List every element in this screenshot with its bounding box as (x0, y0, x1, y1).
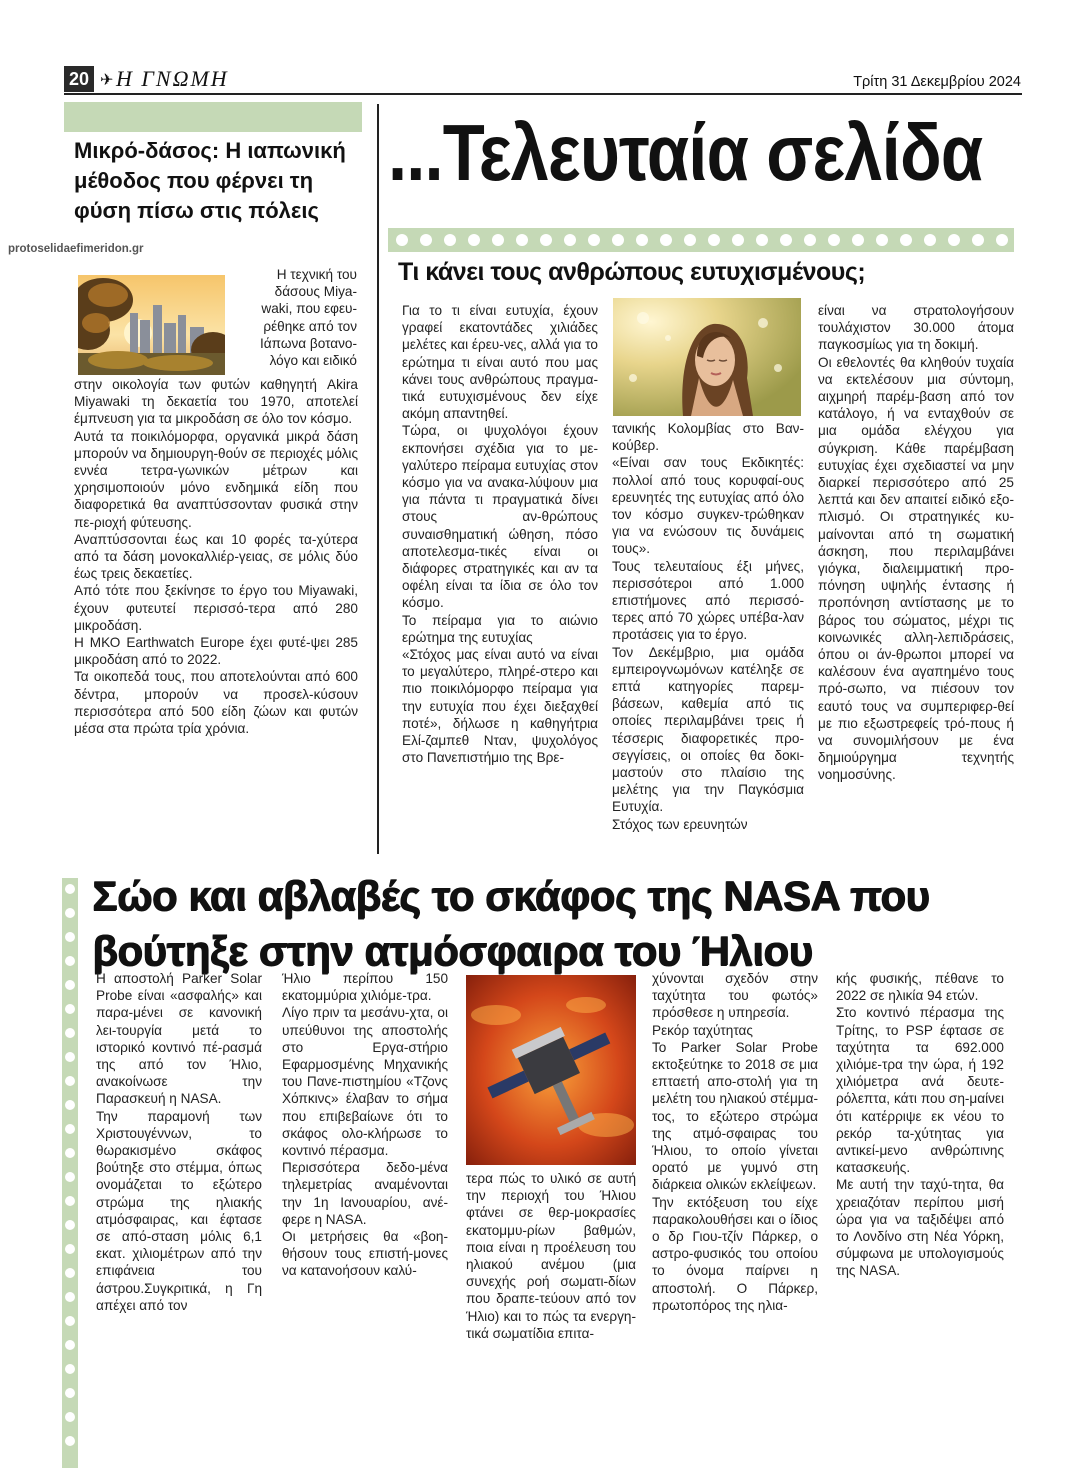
article3-paragraph: κής φυσικής, πέθανε το 2022 σε ηλικία 94 ετών. (836, 971, 1004, 1004)
article3-paragraph: Με αυτή την ταχύ-τητα, θα χρειαζόταν περίπου μισή ώρα για να ταξιδέψει από το Λονδίνο στη Νέα Υόρκη, σύμφωνα με υπολογισμούς της NASA. (836, 1177, 1004, 1279)
accent-dot (756, 234, 768, 246)
happy-woman-image (613, 298, 801, 416)
accent-dot (948, 234, 960, 246)
accent-dot (65, 1292, 75, 1302)
accent-dot (65, 1196, 75, 1206)
accent-dot (804, 234, 816, 246)
accent-dot (65, 1052, 75, 1062)
article1-intro (231, 266, 357, 369)
accent-dot (65, 1244, 75, 1254)
article2-subheading: Το πείραμα για το αιώνιο ερώτημα της ευτυχίας (402, 612, 598, 645)
article3-paragraph: Η αποστολή Parker Solar Probe είναι «ασφαλής» και παρα-μένει σε κανονική λει-τουργία μετά το ιστορικό κοντινό πέ-ρασμά της από τον Ήλιο, ανακοίνωσε την Παρασκευή η NASA. (96, 971, 262, 1107)
forest-city-image (78, 275, 225, 375)
article1-intro-line: δάσους Miya- (274, 284, 357, 300)
accent-dot (65, 932, 75, 942)
watermark: protoselidaefimeridon.gr (8, 243, 144, 255)
nasa-dotted-accent-bar (62, 878, 78, 1468)
article1-paragraph: Αναπτύσσονται έως και 10 φορές τα-χύτερα από τα δάση μονοκαλλιέρ-γειας, σε μόλις δύο έως τρεις δεκαετίες. (74, 531, 358, 582)
article3-subheading: Ρεκόρ ταχύτητας (652, 1022, 753, 1038)
article3-column-4 (652, 970, 818, 1314)
accent-dot (900, 234, 912, 246)
accent-dot (65, 1148, 75, 1158)
article1-body (74, 376, 358, 737)
accent-dot (65, 1388, 75, 1398)
accent-dot (65, 908, 75, 918)
accent-dot (876, 234, 888, 246)
accent-dot (396, 234, 408, 246)
accent-dot (65, 956, 75, 966)
article3-column-3 (466, 1170, 636, 1342)
masthead: Η ΓΝΩΜΗ (116, 66, 229, 91)
accent-dot (708, 234, 720, 246)
article1-intro-line: Ιάπωνα βοτανο- (260, 335, 357, 351)
accent-dot (65, 1220, 75, 1230)
article3-paragraph: Περισσότερα δεδο-μένα τηλεμετρίας αναμένονται την 1η Ιανουαρίου, ανέ-φερε η NASA. (282, 1160, 448, 1227)
column-divider (377, 104, 379, 854)
accent-dot (852, 234, 864, 246)
article1-intro-line: ρέθηκε από τον (263, 318, 357, 334)
accent-dot (468, 234, 480, 246)
accent-dot (65, 1076, 75, 1086)
accent-dot (65, 1436, 75, 1446)
article2-paragraph: Οι εθελοντές θα κληθούν τυχαία να εκτελέσουν μια σύντομη, αιχμηρή παρέμ-βαση από τον κατάλογο, ή να ενταχθούν σε μια ομάδα ελέγχου για σύγκριση. Κάθε παρέμβαση ευτυχίας έχει σχεδιαστεί να μην διαρκεί περισσότερο από 25 λεπτά και δεν απαιτεί ειδικό εξο-πλισμό. Οι στρατηγικές κυ-μαίνονται από τη σωματική άσκηση, που περιλαμβάνει γιόγκα, διαλειμματική προ-πόνηση υψηλής έντασης ή προπόνηση αντίστασης με το βάρος του σώματος, μέχρι τις κοινωνικές αλλη-λεπιδράσεις, όπου οι άν-θρωποι μπορεί να καλέσουν ένα αγαπημένο τους πρό-σωπο, να πιέσουν τον εαυτό τους να συμπεριφερ-θεί με πιο εξωστρεφείς τρό-πους ή να συνομιλήσουν με ένα δημιούργημα τεχνητής νοημοσύνης. (818, 354, 1014, 783)
accent-dot (828, 234, 840, 246)
article3-column-5 (836, 970, 1004, 1280)
accent-dot (65, 1364, 75, 1374)
accent-dot (924, 234, 936, 246)
article2-paragraph: τανικής Κολομβίας στο Βαν-κούβερ. (612, 421, 804, 454)
accent-dot (636, 234, 648, 246)
page-number: 20 (64, 66, 94, 92)
article3-title: Σώο και αβλαβές το σκάφος της NASA που βούτηξε στην ατμόσφαιρα του Ήλιου (92, 872, 930, 974)
accent-dot (65, 1316, 75, 1326)
accent-dot (420, 234, 432, 246)
article2-paragraph: «Είναι σαν τους Εκδικητές: πολλοί από τους κορυφαί-ους ερευνητές της ευτυχίας από όλο τον κόσμο συγκεν-τρώθηκαν για να ενώσουν τις δυνάμεις τους». (612, 455, 804, 557)
article2-paragraph: Τους τελευταίους έξι μήνες, περισσότεροι από 1.000 επιστήμονες από περισσό-τερες από 70 χώρες υπέβα-λαν προτάσεις για το έργο. (612, 558, 804, 643)
article2-paragraph: είναι να στρατολογήσουν τουλάχιστον 30.000 άτομα παγκοσμίως για τη δοκιμή. (818, 303, 1014, 353)
article3-paragraph: Οι μετρήσεις θα «βοη-θήσουν τους επιστή-μονες να κατανοήσουν καλύ- (282, 1229, 448, 1279)
article1-paragraph: Η ΜΚΟ Earthwatch Europe έχει φυτέ-ψει 285 μικροδάση από το 2022. (74, 635, 358, 668)
accent-dot (972, 234, 984, 246)
article2-column-1 (402, 302, 598, 766)
article1-accent-bar (64, 102, 362, 132)
accent-dot (492, 234, 504, 246)
accent-dot (65, 884, 75, 894)
article3-paragraph: Στο κοντινό πέρασμα της Τρίτης, το PSP έφτασε σε ταχύτητα τα 692.000 χιλιόμε-τρα την ώρα, ή 192 χιλιόμετρα ανά δευτε-ρόλεπτα, κάτι που ση-μαίνει ότι κατέρριψε εκ νέου το ρεκόρ τα-χύτητας για αντικεί-μενο ανθρώπινης κατασκευής. (836, 1005, 1004, 1176)
accent-dot (588, 234, 600, 246)
accent-dot (564, 234, 576, 246)
article2-paragraph: Τον Δεκέμβριο, μια ομάδα εμπειρογνωμόνων κατέληξε σε επτά κατηγορίες παρεμ-βάσεων, καθεμία από τις οποίες περιλαμβάνει τρεις ή τέσσερις διαφορετικές προ-σεγγίσεις, οι οποίες θα δοκι-μαστούν στο πλαίσιο της μελέτης για την Παγκόσμια Ευτυχία. (612, 644, 804, 815)
accent-dot (65, 980, 75, 990)
accent-dot (540, 234, 552, 246)
article1-intro-line: Η τεχνική του (276, 267, 357, 282)
article3-column-1 (96, 970, 262, 1314)
article2-paragraph: «Στόχος μας είναι αυτό να είναι το μεγαλύτερο, πληρέ-στερο και πιο ποικιλόμορφο πείραμα για την ευτυχία που έχει διεξαχθεί ποτέ», δήλωσε η καθηγήτρια Ελί-ζαμπεθ Νταν, ψυχολόγος στο Πανεπιστήμιο της Βρε- (402, 647, 598, 766)
accent-dot (65, 1028, 75, 1038)
article3-paragraph: τερα πώς το υλικό σε αυτή την περιοχή του Ήλιου φτάνει σε θερ-μοκρασίες εκατομμυ-ρίων βαθμών, ποια είναι η προέλευση του ηλιακού ανέμου (μια συνεχής ροή σωματι-δίων που δραπε-τεύουν από τον Ήλιο) και το πώς τα ενεργη-τικά σωματίδια επιτα- (466, 1171, 636, 1341)
article1-intro-line: λόγο και ειδικό (269, 353, 357, 369)
article1-title: Μικρό-δάσος: Η ιαπωνική μέθοδος που φέρνει τη φύση πίσω στις πόλεις (74, 138, 346, 223)
dotted-accent-bar (388, 228, 1014, 252)
accent-dot (65, 1124, 75, 1134)
article1-paragraph: στην οικολογία των φυτών καθηγητή Akira Miyawaki τη δεκαετία του 1970, αποτελεί έμπνευση για τα μικροδάση σε όλο τον κόσμο. (74, 377, 358, 427)
accent-dot (996, 234, 1008, 246)
article2-paragraph: Στόχος των ερευνητών (612, 816, 748, 832)
article3-paragraph: Το Parker Solar Probe εκτοξεύτηκε το 2018 σε μια επταετή απο-στολή για τη μελέτη του ηλιακού στέμμα-τος, το εξώτερο στρώμα της ατμό-σφαιρας του Ήλιου, το οποίο γίνεται ορατό με γυμνό στη διάρκεια ολικών εκλείψεων. (652, 1039, 818, 1193)
section-title: ...Τελευταία σελίδα (388, 108, 983, 197)
accent-dot (65, 1172, 75, 1182)
masthead-bird-icon: ✈ (100, 72, 114, 89)
article1-paragraph: Τα οικοπεδά τους, που αποτελούνται από 600 δέντρα, μπορούν να προσελ-κύσουν περισσότερα από 500 είδη ζώων και φυτών μέσα στα πρώτα τρία χρόνια. (74, 669, 358, 737)
article2-column-2 (612, 420, 804, 833)
accent-dot (732, 234, 744, 246)
accent-dot (516, 234, 528, 246)
accent-dot (65, 1412, 75, 1422)
article2-paragraph: Τώρα, οι ψυχολόγοι έχουν εκπονήσει σχέδια για το με-γαλύτερο πείραμα ευτυχίας στον κόσμο για να ανακα-λύψουν μια για πάντα τι πραγματικά δίνει στους αν-θρώπους συναισθηματική ώθηση, πόσο αποτελεσμα-τικές είναι οι διάφορες στρατηγικές και αν τα οφέλη είναι τα ίδια σε όλο τον κόσμο. (402, 423, 598, 611)
accent-dot (65, 1340, 75, 1350)
parker-probe-image (466, 975, 636, 1165)
header-date: Τρίτη 31 Δεκεμβρίου 2024 (853, 74, 1021, 90)
happy-woman-illustration (613, 298, 801, 416)
article2-paragraph: Για το τι είναι ευτυχία, έχουν γραφεί εκατοντάδες χιλιάδες μελέτες και έρευ-νες, αλλά για το ερώτημα τι είναι αυτό που μας κάνει τους ανθρώπους πραγμα-τικά ευτυχισμένους δεν είχε ακόμη απαντηθεί. (402, 303, 598, 422)
article1-paragraph: Από τότε που ξεκίνησε το έργο του Miyawaki, έχουν φυτευτεί περισσό-τερα από 280 μικροδάση. (74, 583, 358, 633)
article2-title: Τι κάνει τους ανθρώπους ευτυχισμένους; (398, 258, 866, 286)
forest-city-illustration (78, 275, 225, 375)
article1-paragraph: Αυτά τα ποικιλόμορφα, οργανικά μικρά δάση μπορούν να δημιουργη-θούν σε περιοχές μόλις εννέα τετρα-γωνικών μέτρων και χρησιμοποιούν μόνο ενδημικά είδη που διαφορετικά θα αναπτύσσονταν φυσικά στην πε-ριοχή φύτευσης. (74, 428, 358, 530)
article3-column-2 (282, 970, 448, 1280)
accent-dot (65, 1268, 75, 1278)
article3-paragraph: χύνονται σχεδόν στην ταχύτητα του φωτός» πρόσθεσε η υπηρεσία. (652, 971, 818, 1021)
article1-intro-line: waki, που εφευ- (261, 301, 357, 317)
accent-dot (444, 234, 456, 246)
parker-probe-illustration (466, 975, 636, 1165)
accent-dot (65, 1100, 75, 1110)
accent-dot (684, 234, 696, 246)
article3-paragraph: Λίγο πριν τα μεσάνυ-χτα, οι υπεύθυνοι της αποστολής στο Εργα-στήριο Εφαρμοσμένης Μηχανικής του Πανε-πιστημίου «Τζονς Χόπκινς» έλαβαν το σήμα που επιβεβαίωνε ότι το σκάφος ολο-κλήρωσε το κοντινό πέρασμα. (282, 1005, 448, 1159)
header-rule (64, 93, 1022, 95)
accent-dot (780, 234, 792, 246)
article2-column-3 (818, 302, 1014, 784)
accent-dot (65, 1004, 75, 1014)
accent-dot (612, 234, 624, 246)
article3-paragraph: Την εκτόξευση του είχε παρακολουθήσει και ο ίδιος ο δρ Γιου-τζίν Πάρκερ, ο αστρο-φυσικός του οποίου το όνομα παίρνει η αποστολή. Ο Πάρκερ, πρωτοπόρος της ηλια- (652, 1194, 818, 1313)
article3-paragraph: Ήλιο περίπου 150 εκατομμύρια χιλιόμε-τρα. (282, 971, 448, 1004)
article3-paragraph: Την παραμονή των Χριστουγέννων, το θωρακισμένο σκάφος βούτηξε στο στέμμα, όπως ονομάζεται το εξώτερο στρώμα της ηλιακής ατμόσφαιρας, και έφτασε σε από-σταση μόλις 6,1 εκατ. χιλιομέτρων από την επιφάνεια του άστρου.Συγκριτικά, η Γη απέχει από τον (96, 1108, 262, 1313)
accent-dot (660, 234, 672, 246)
